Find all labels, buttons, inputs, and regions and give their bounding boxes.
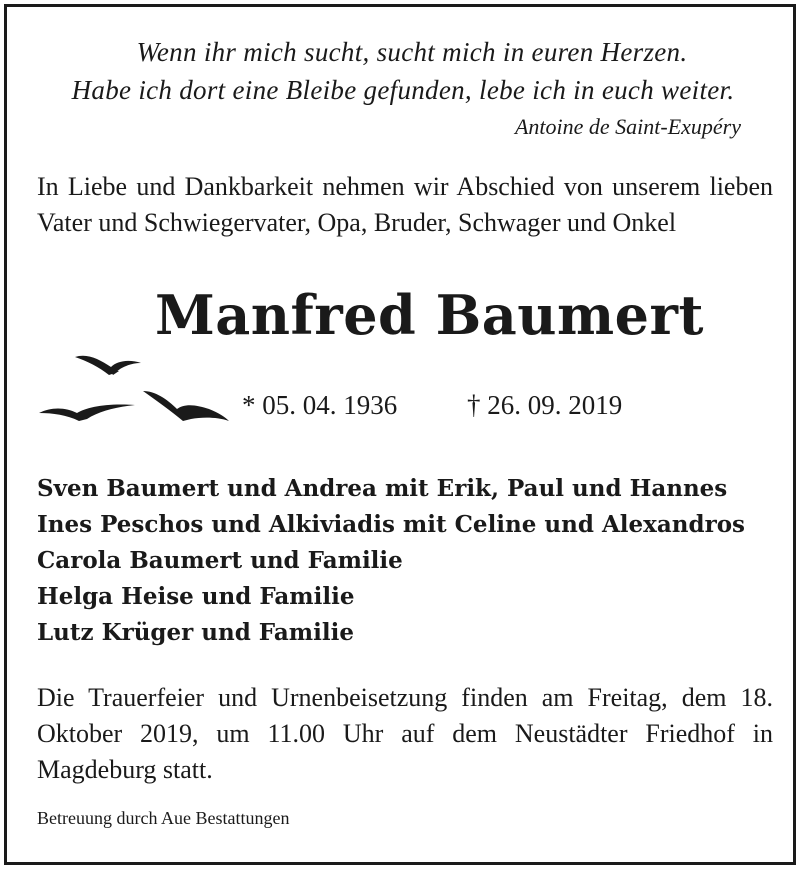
mourners-list: [37, 471, 745, 651]
funeral-notice: Die Trauerfeier und Urnenbeisetzung finden am Freitag, dem 18. Oktober 2019, um 11.00 Uhr auf dem Neustädter Friedhof in Magdeburg statt.: [37, 683, 773, 784]
mourner-line: Helga Heise und Familie: [37, 583, 355, 610]
deceased-name: Manfred Baumert: [155, 283, 704, 347]
mourner-line: Sven Baumert und Andrea mit Erik, Paul und Hannes: [37, 475, 728, 502]
obituary-frame: [4, 4, 796, 865]
quote-line-1: Wenn ihr mich sucht, sucht mich in euren Herzen.: [136, 37, 688, 67]
quote-line-2: Habe ich dort eine Bleibe gefunden, lebe ich in euch weiter.: [71, 75, 735, 105]
mourner-line: Carola Baumert und Familie: [37, 547, 403, 574]
mourner-line: Ines Peschos und Alkiviadis mit Celine und Alexandros: [37, 511, 745, 538]
birth-date: * 05. 04. 1936: [242, 390, 398, 420]
flying-birds-icon: [37, 347, 237, 427]
mourner-line: Lutz Krüger und Familie: [37, 619, 354, 646]
intro-text: In Liebe und Dankbarkeit nehmen wir Abschied von unserem lieben Vater und Schwiegervater, Opa, Bruder, Schwager und Onkel: [37, 172, 773, 237]
death-date: † 26. 09. 2019: [467, 390, 623, 420]
funeral-home-credit: Betreuung durch Aue Bestattungen: [37, 808, 290, 828]
quote-author: Antoine de Saint-Exupéry: [514, 114, 741, 139]
